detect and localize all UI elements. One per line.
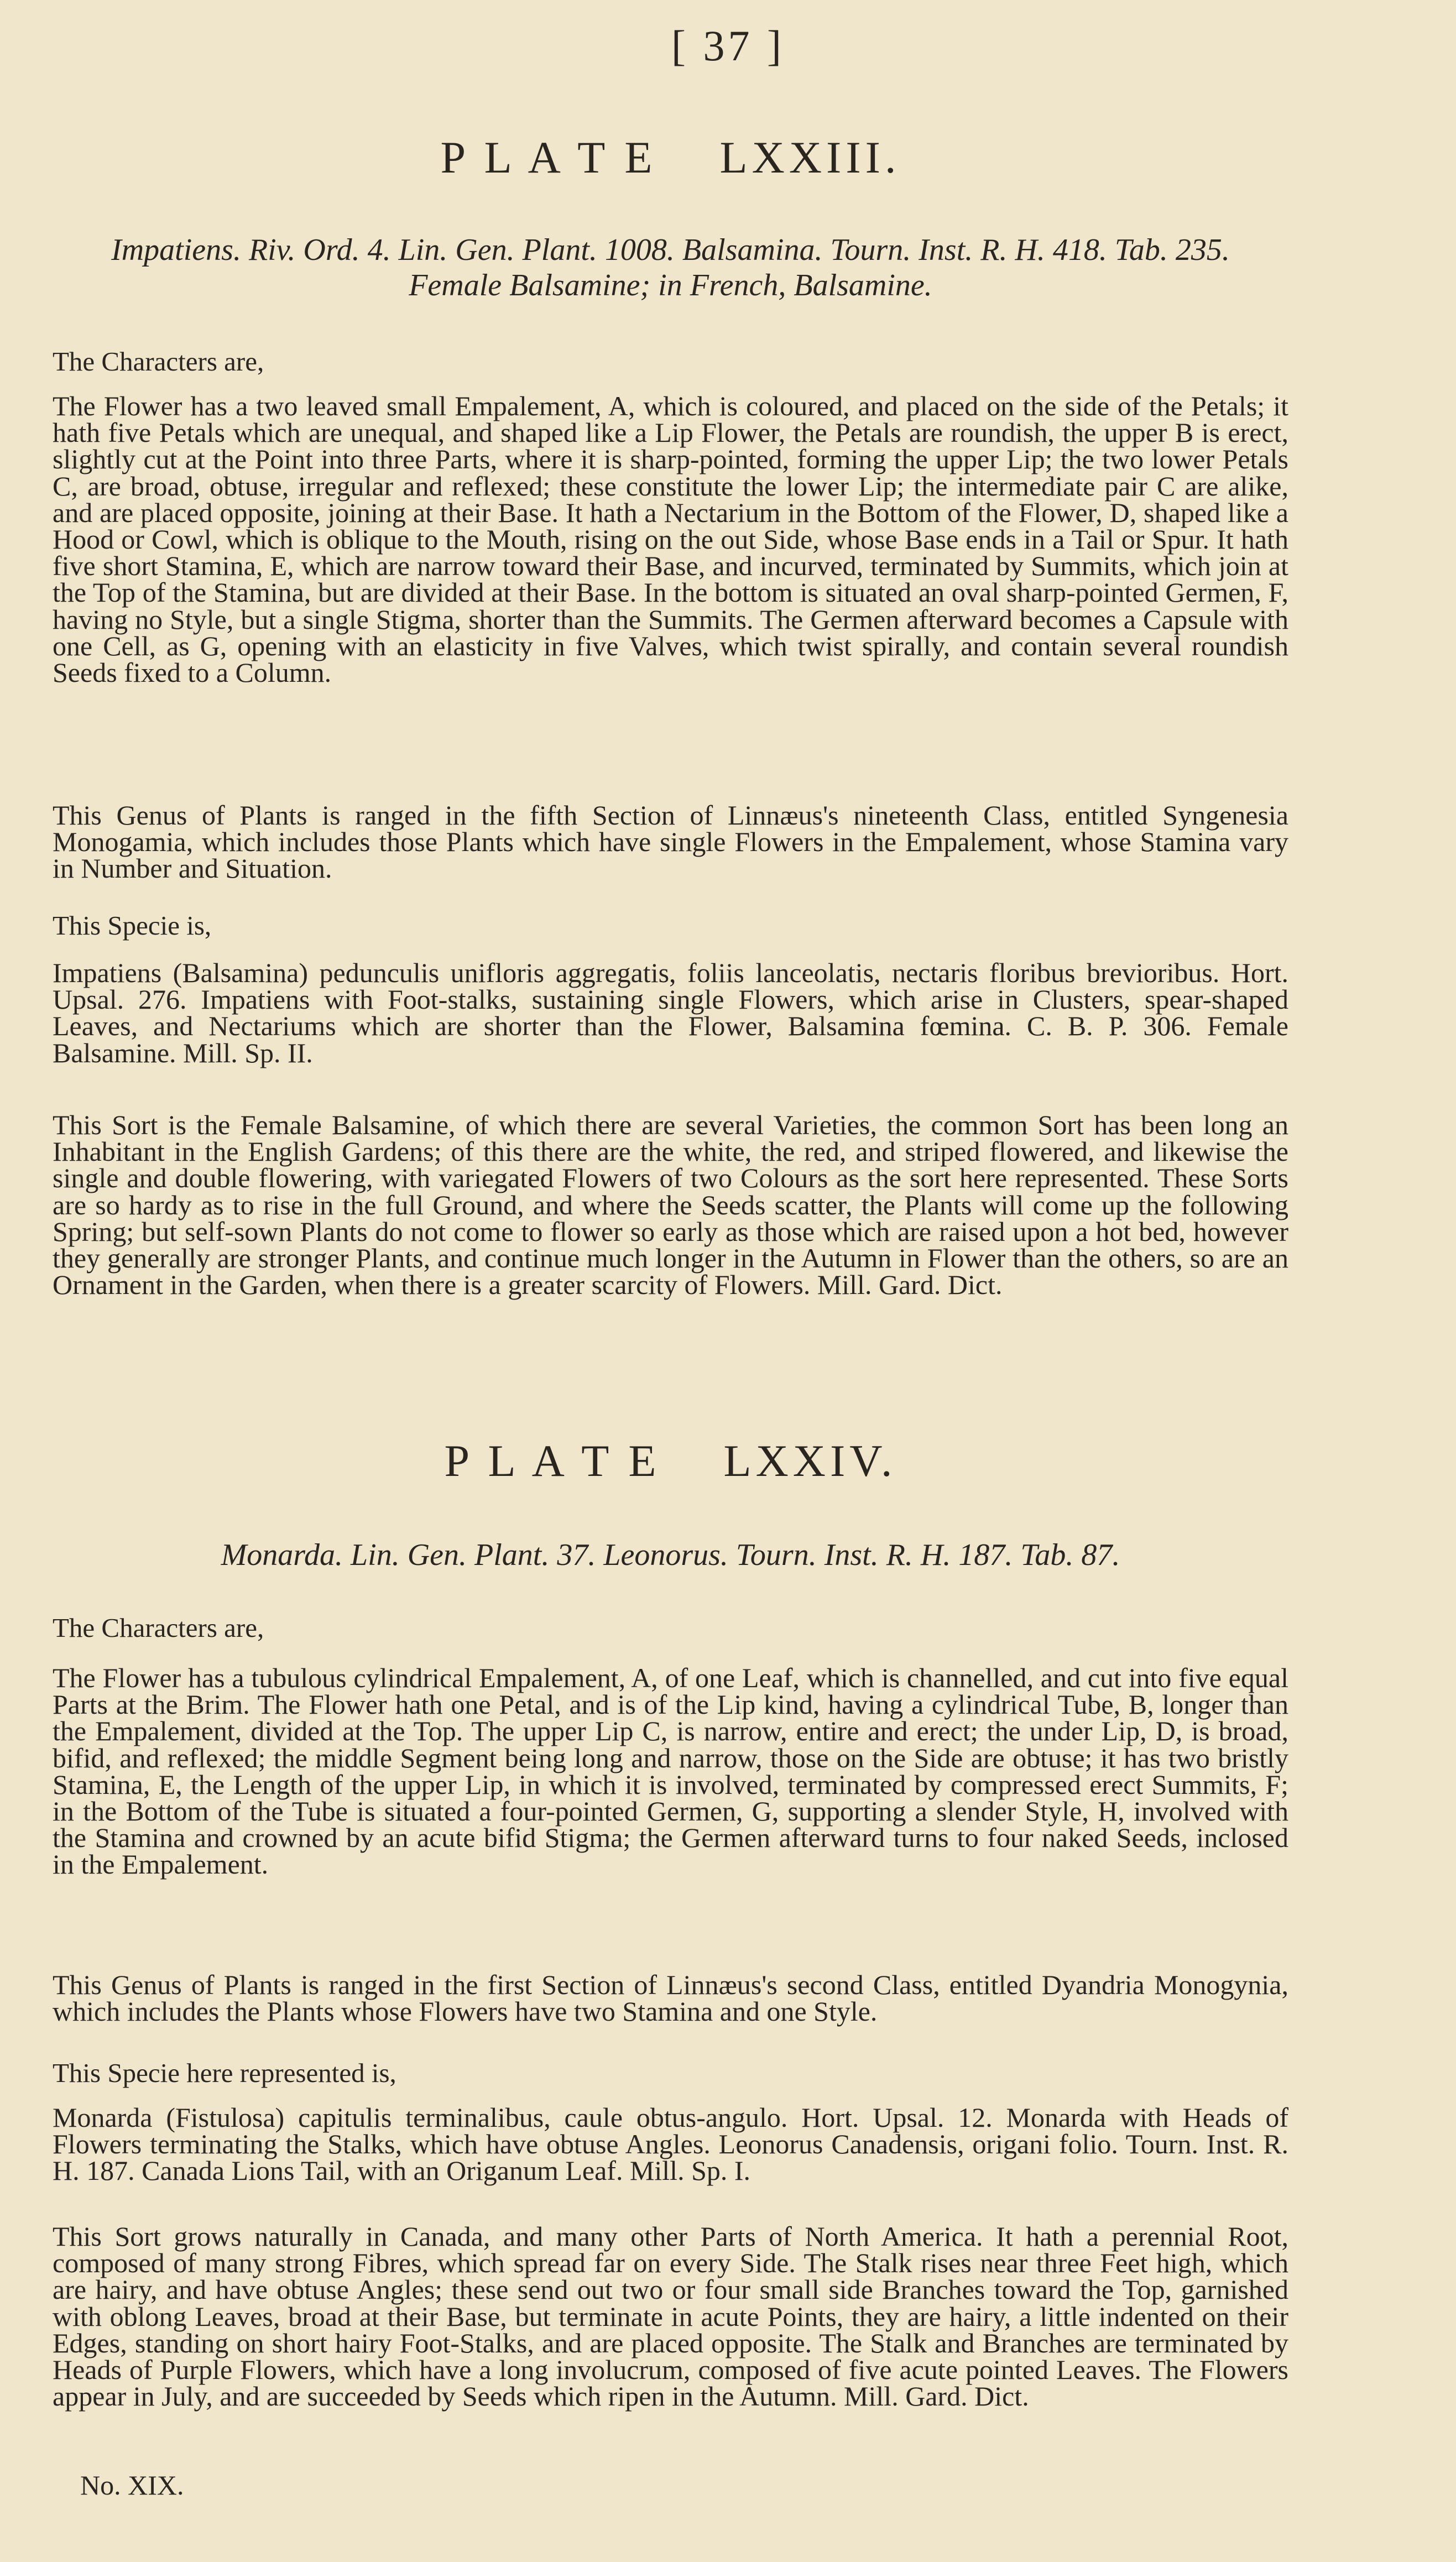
characters-heading: The Characters are, (53, 346, 264, 377)
specie-heading: This Specie is, (53, 910, 212, 941)
page-number: [ 37 ] (671, 22, 785, 70)
signature-mark-block (53, 2469, 1288, 2501)
sort-paragraph: This Sort grows naturally in Canada, and many other Parts of North America. It hath a perennial Root, composed of many strong Fibres, which spread far on every Side. The Stalk rises near three Feet high, which are hairy, and have obtuse Angles; these send out two or four small side Branches toward the Top, garnished with oblong Leaves, broad at their Base, but terminate in acute Points, they are hairy, a little indented on their Edges, standing on short hairy Foot-Stalks, and are placed opposite. The Stalk and Branches are terminated by Heads of Purple Flowers, which have a long involucrum, composed of five acute pointed Leaves. The Flowers appear in July, and are succeeded by Seeds which ripen in the Autumn. Mill. Gard. Dict. (53, 2221, 1288, 2412)
characters-paragraph: The Flower has a two leaved small Empalement, A, which is coloured, and placed on the side of the Petals; it hath five Petals which are unequal, and shaped like a Lip Flower, the Petals are roundish, the upper B is erect, slightly cut at the Point into three Parts, where it is sharp-pointed, forming the upper Lip; the two lower Petals C, are broad, obtuse, irregular and reflexed; these constitute the lower Lip; the intermediate pair C are alike, and are placed opposite, joining at their Base. It hath a Nectarium in the Bottom of the Flower, D, shaped like a Hood or Cowl, which is oblique to the Mouth, rising on the out Side, whose Base ends in a Tail or Spur. It hath five short Stamina, E, which are narrow toward their Base, and incurved, terminated by Summits, which join at the Top of the Stamina, but are divided at their Base. In the bottom is situated an oval sharp-pointed Germen, F, having no Style, but a single Stigma, shorter than the Summits. The Germen afterward becomes a Capsule with one Cell, as G, opening with an elasticity in five Valves, which twist spirally, and contain several roundish Seeds fixed to a Column. (53, 390, 1288, 688)
plate-lxxiv-characters-heading (53, 1612, 1288, 1643)
botanical-reference-line: Monarda. Lin. Gen. Plant. 37. Leonorus. Tourn. Inst. R. H. 187. Tab. 87. (221, 1538, 1120, 1572)
plate-lxxiv-specie (53, 2102, 1288, 2187)
plate-lxxiv-specie-heading (53, 2057, 1288, 2089)
plate-lxxiv-sort (53, 2221, 1288, 2412)
sort-paragraph: This Sort is the Female Balsamine, of which there are several Varieties, the common Sort has been long an Inhabitant in the English Gardens; of this there are the white, the red, and striped flowered, and likewise the single and double flowering, with variegated Flowers of two Colours as the sort here represented. These Sorts are so hardy as to rise in the full Ground, and where the Seeds scatter, the Plants will come up the following Spring; but self-sown Plants do not come to flower so early as those which are raised upon a hot bed, however they generally are stronger Plants, and continue much longer in the Autumn in Flower than the others, so are an Ornament in the Garden, when there is a greater scarcity of Flowers. Mill. Gard. Dict. (53, 1109, 1288, 1301)
botanical-reference-line: Impatiens. Riv. Ord. 4. Lin. Gen. Plant. 1008. Balsamina. Tourn. Inst. R. H. 418. Tab. 235. (111, 233, 1230, 267)
genus-paragraph: This Genus of Plants is ranged in the first Section of Linnæus's second Class, entitled Dyandria Monogynia, which includes the Plants whose Flowers have two Stamina and one Style. (53, 1969, 1288, 2027)
plate-title (53, 1435, 1288, 1487)
characters-paragraph: The Flower has a tubulous cylindrical Empalement, A, of one Leaf, which is channelled, and cut into five equal Parts at the Brim. The Flower hath one Petal, and is of the Lip kind, having a cylindrical Tube, B, longer than the Empalement, divided at the Top. The upper Lip C, is narrow, entire and erect; the under Lip, D, is broad, bifid, and reflexed; the middle Segment being long and narrow, those on the Side are obtuse; it has two bristly Stamina, E, the Length of the upper Lip, in which it is involved, terminated by compressed erect Summits, F; in the Bottom of the Tube is situated a four-pointed Germen, G, supporting a slender Style, H, involved with the Stamina and crowned by an acute bifid Stigma; the Germen afterward turns to four naked Seeds, inclosed in the Empalement. (53, 1662, 1288, 1880)
specie-paragraph: Monarda (Fistulosa) capitulis terminalibus, caule obtus-angulo. Hort. Upsal. 12. Monarda with Heads of Flowers terminating the Stalks, which have obtuse Angles. Leonorus Canadensis, origani folio. Tourn. Inst. R. H. 187. Canada Lions Tail, with an Origanum Leaf. Mill. Sp. I. (53, 2102, 1288, 2187)
plate-lxxiv-genus (53, 1969, 1288, 2027)
plate-lxxiii-specie (53, 959, 1288, 1066)
characters-heading: The Characters are, (53, 1613, 264, 1643)
genus-paragraph: This Genus of Plants is ranged in the fifth Section of Linnæus's nineteenth Class, entitled Syngenesia Monogamia, which includes those Plants which have single Flowers in the Empalement, whose Stamina vary in Number and Situation. (53, 800, 1288, 884)
plate-lxxiv-characters (53, 1664, 1288, 1878)
plate-lxxiii-sort (53, 1109, 1288, 1301)
plate-lxxiii-heading (53, 132, 1288, 184)
plate-lxxiv-reference (53, 1537, 1288, 1573)
plate-lxxiv-heading (53, 1435, 1288, 1487)
specie-heading: This Specie here represented is, (53, 2058, 396, 2088)
plate-number: LXXIII. (719, 132, 901, 182)
plate-lxxiii-reference (53, 232, 1288, 303)
plate-lxxiii-characters (53, 390, 1288, 688)
plate-word: P L A T E (444, 1436, 661, 1486)
plate-number: LXXIV. (723, 1436, 897, 1486)
plate-word: P L A T E (440, 132, 657, 182)
signature-mark: No. XIX. (80, 2470, 184, 2501)
plate-lxxiii-genus (53, 802, 1288, 882)
specie-paragraph: Impatiens (Balsamina) pedunculis unifloris aggregatis, foliis lanceolatis, nectaris floribus brevioribus. Hort. Upsal. 276. Impatiens with Foot-stalks, sustaining single Flowers, which arise in Clusters, spear-shaped Leaves, and Nectariums which are shorter than the Flower, Balsamina fœmina. C. B. P. 306. Female Balsamine. Mill. Sp. II. (53, 957, 1288, 1068)
plate-title (53, 132, 1288, 184)
plate-lxxiii-specie-heading (53, 910, 1288, 941)
common-name-line: Female Balsamine; in French, Balsamine. (409, 268, 932, 302)
plate-lxxiii-characters-heading (53, 346, 1288, 377)
